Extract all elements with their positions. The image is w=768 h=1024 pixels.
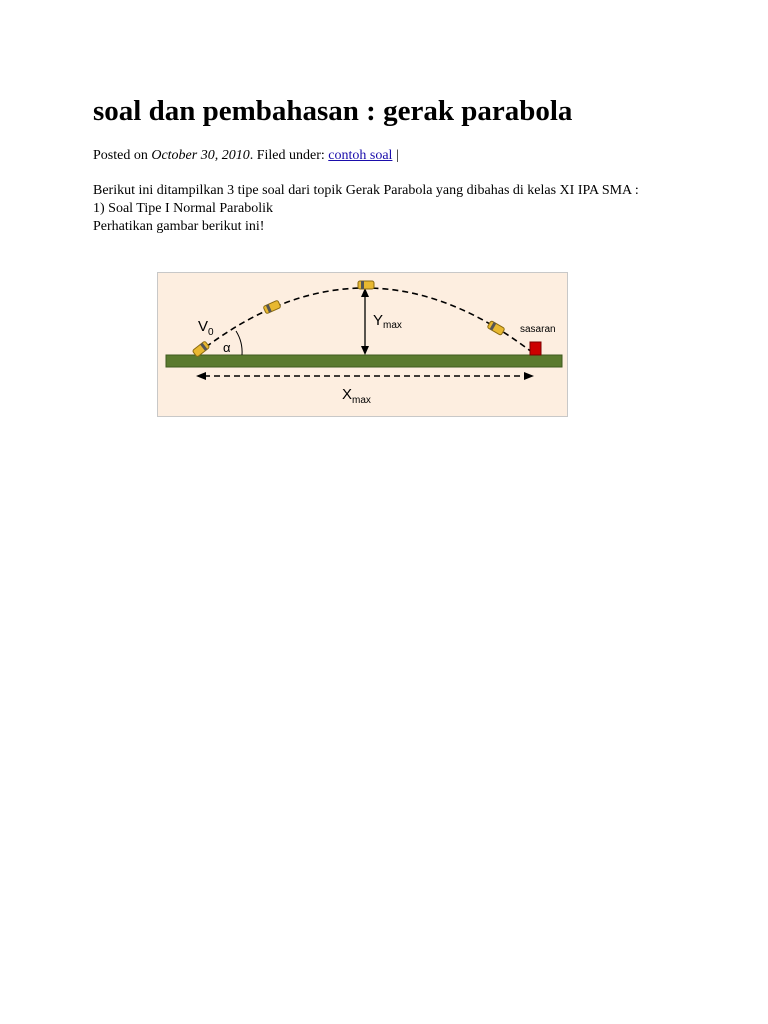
angle-arc [236, 331, 242, 355]
xmax-arrow-left [196, 372, 206, 380]
target-block [530, 342, 541, 355]
v0-subscript: 0 [208, 327, 214, 338]
xmax-label [342, 386, 371, 406]
xmax-arrow-right [524, 372, 534, 380]
xmax-subscript: max [352, 395, 371, 406]
ymax-arrow-bottom [361, 346, 369, 355]
parabola-figure [157, 272, 568, 417]
intro-paragraph: Berikut ini ditampilkan 3 tipe soal dari topik Gerak Parabola yang dibahas di kelas XI IPA SMA : [93, 183, 639, 198]
parabola-diagram [158, 273, 569, 418]
post-body [93, 182, 673, 236]
figure-instruction: Perhatikan gambar berikut ini! [93, 219, 265, 234]
ground-strip [166, 355, 562, 367]
projectile-falling [487, 321, 505, 336]
v0-main: V [198, 318, 209, 335]
ymax-subscript: max [383, 320, 402, 331]
question-heading: 1) Soal Tipe I Normal Parabolik [93, 201, 274, 216]
category-link[interactable]: contoh soal [328, 148, 393, 163]
projectile-peak [358, 281, 374, 289]
target-label: sasaran [520, 324, 556, 335]
post-date: October 30, 2010 [151, 148, 250, 163]
filed-prefix: . Filed under: [249, 148, 329, 163]
ymax-label [373, 312, 402, 331]
ymax-main: Y [373, 312, 384, 329]
projectile-rising [263, 300, 281, 314]
post-meta [93, 147, 399, 165]
v0-label [198, 318, 214, 338]
alpha-label: α [223, 340, 231, 355]
posted-prefix: Posted on [93, 148, 152, 163]
xmax-main: X [342, 386, 353, 403]
meta-separator: | [392, 148, 399, 163]
post-title: soal dan pembahasan : gerak parabola [93, 95, 573, 127]
